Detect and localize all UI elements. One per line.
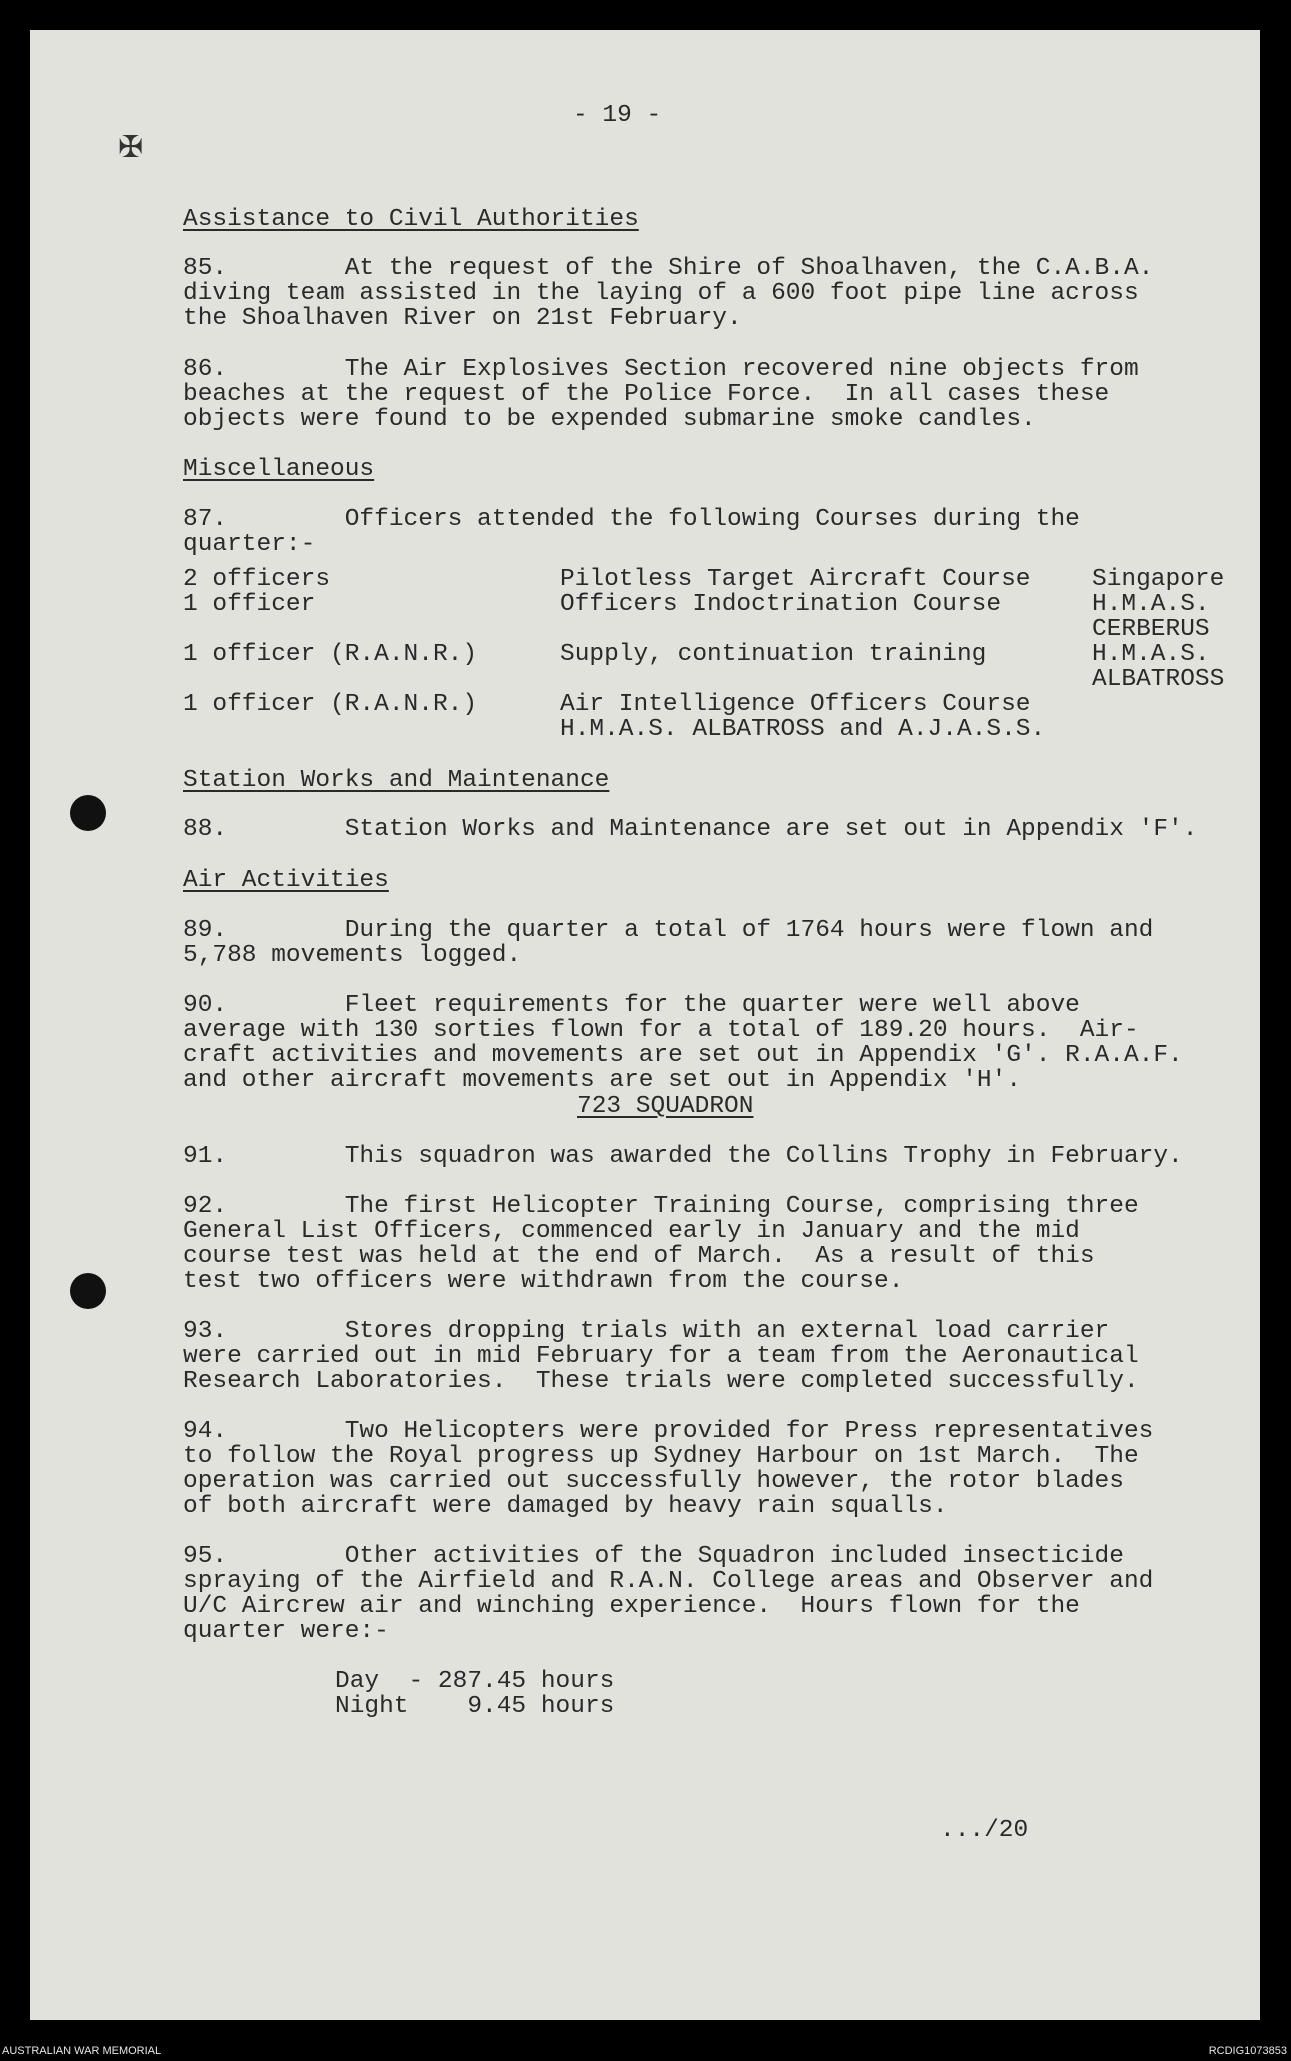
paragraph-line: spraying of the Airfield and R.A.N. College areas and Observer and (183, 1568, 1154, 1595)
section-heading: Miscellaneous (183, 456, 375, 483)
course-location: H.M.A.S. (1092, 641, 1210, 668)
paragraph-line: 95. Other activities of the Squadron included insecticide (183, 1543, 1124, 1570)
paragraph-line: quarter were:- (183, 1618, 389, 1645)
paragraph-line: test two officers were withdrawn from the course. (183, 1268, 904, 1295)
course-name: Officers Indoctrination Course (560, 591, 1002, 618)
paragraph-line: craft activities and movements are set out in Appendix 'G'. R.A.A.F. (183, 1042, 1183, 1069)
paragraph-line: 93. Stores dropping trials with an external load carrier (183, 1318, 1110, 1345)
course-attendee: 1 officer (R.A.N.R.) (183, 641, 478, 668)
paragraph-line: Research Laboratories. These trials were completed successfully. (183, 1368, 1139, 1395)
continuation-marker: .../20 (940, 1817, 1029, 1844)
footer-source: AUSTRALIAN WAR MEMORIAL (2, 2045, 162, 2057)
section-heading: Station Works and Maintenance (183, 767, 610, 794)
paragraph-line: 89. During the quarter a total of 1764 hours were flown and (183, 917, 1154, 944)
course-location: H.M.A.S. (1092, 591, 1210, 618)
document-page (30, 30, 1260, 2020)
paragraph-line: 90. Fleet requirements for the quarter were well above (183, 992, 1080, 1019)
course-name: Air Intelligence Officers Course (560, 691, 1031, 718)
paragraph-line: 94. Two Helicopters were provided for Press representatives (183, 1418, 1154, 1445)
hours-line: Day - 287.45 hours (335, 1668, 615, 1695)
paragraph-line: objects were found to be expended submarine smoke candles. (183, 406, 1036, 433)
paragraph-line: operation was carried out successfully however, the rotor blades (183, 1468, 1124, 1495)
page-number: - 19 - (573, 102, 662, 129)
paragraph-line: 87. Officers attended the following Courses during the (183, 506, 1080, 533)
paragraph-line: average with 130 sorties flown for a total of 189.20 hours. Air- (183, 1017, 1139, 1044)
paragraph-line: of both aircraft were damaged by heavy rain squalls. (183, 1493, 948, 1520)
section-heading: 723 SQUADRON (577, 1093, 754, 1120)
paragraph-line: to follow the Royal progress up Sydney Harbour on 1st March. The (183, 1443, 1139, 1470)
paragraph-line: and other aircraft movements are set out in Appendix 'H'. (183, 1067, 1022, 1094)
paragraph-line: were carried out in mid February for a team from the Aeronautical (183, 1343, 1139, 1370)
paragraph-line: beaches at the request of the Police Force. In all cases these (183, 381, 1110, 408)
paragraph-line: U/C Aircrew air and winching experience. Hours flown for the (183, 1593, 1080, 1620)
course-name: Pilotless Target Aircraft Course (560, 566, 1031, 593)
course-name: Supply, continuation training (560, 641, 987, 668)
punch-hole (70, 795, 106, 831)
section-heading: Assistance to Civil Authorities (183, 206, 639, 233)
course-location: Singapore (1092, 566, 1225, 593)
course-location: H.M.A.S. ALBATROSS and A.J.A.S.S. (560, 716, 1046, 743)
paragraph-line: 5,788 movements logged. (183, 942, 522, 969)
paragraph-line: diving team assisted in the laying of a 600 foot pipe line across (183, 280, 1139, 307)
paragraph-line: 85. At the request of the Shire of Shoalhaven, the C.A.B.A. (183, 255, 1154, 282)
course-location: ALBATROSS (1092, 666, 1225, 693)
paragraph-line: 86. The Air Explosives Section recovered nine objects from (183, 356, 1139, 383)
course-attendee: 1 officer (183, 591, 316, 618)
course-location: CERBERUS (1092, 616, 1210, 643)
hours-line: Night 9.45 hours (335, 1693, 615, 1720)
punch-hole (70, 1273, 106, 1309)
ink-mark-icon: ✠ (118, 130, 144, 165)
paragraph-line: the Shoalhaven River on 21st February. (183, 305, 742, 332)
course-attendee: 1 officer (R.A.N.R.) (183, 691, 478, 718)
paragraph-line: 92. The first Helicopter Training Course, comprising three (183, 1193, 1139, 1220)
paragraph-line: 88. Station Works and Maintenance are set out in Appendix 'F'. (183, 816, 1198, 843)
course-attendee: 2 officers (183, 566, 331, 593)
paragraph-line: course test was held at the end of March. As a result of this (183, 1243, 1095, 1270)
paragraph-line: 91. This squadron was awarded the Collins Trophy in February. (183, 1143, 1183, 1170)
section-heading: Air Activities (183, 867, 389, 894)
footer-id: RCDIG1073853 (1208, 2045, 1287, 2057)
paragraph-line: quarter:- (183, 531, 316, 558)
paragraph-line: General List Officers, commenced early in January and the mid (183, 1218, 1080, 1245)
